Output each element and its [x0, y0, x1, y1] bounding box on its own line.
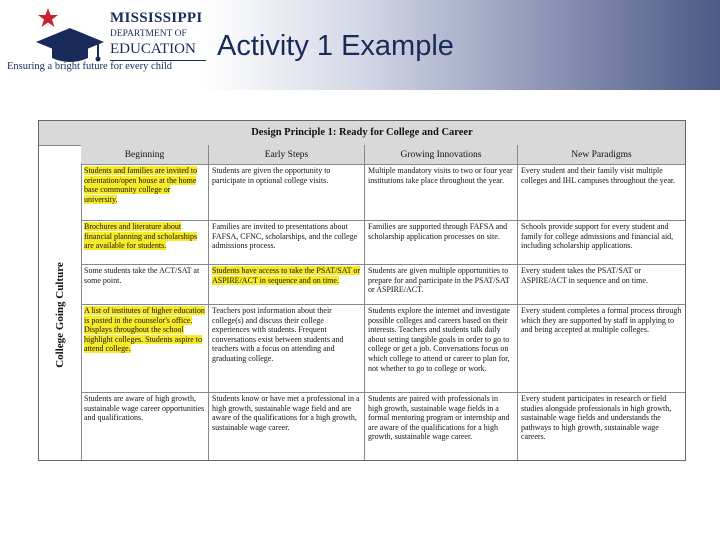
cell-text: Brochures and literature about financial planning and scholarships are available for students. [84, 222, 198, 251]
cell-text: Students explore the internet and investigate possible colleges and careers based on their interests. Teachers and students talk daily about setting tangible goals in order to go to college or get a job. Conversations focus on which college to attend or career to plan for, not whether to go to college or work. [368, 306, 510, 373]
table-cell [365, 265, 518, 305]
table-cell [518, 165, 685, 221]
rubric-side-label: College Going Culture [54, 262, 66, 368]
rubric-title: Design Principle 1: Ready for College and Career [39, 121, 685, 146]
logo-text-mississippi: MISSISSIPPI [110, 10, 203, 26]
logo-text-education: EDUCATION [110, 41, 196, 57]
table-cell [518, 221, 685, 265]
table-cell [365, 221, 518, 265]
table-cell [518, 393, 685, 460]
table-cell [209, 165, 365, 221]
table-cell [81, 265, 209, 305]
cell-text: Every student takes the PSAT/SAT or ASPIRE/ACT in sequence and on time. [521, 266, 648, 285]
cell-text: A list of institutes of higher education is posted in the counselor's office. Displays throughout the school highlight colleges. Students aspire to attend college. [84, 306, 205, 354]
cell-text: Families are supported through FAFSA and scholarship application processes on site. [368, 222, 508, 241]
table-cell [81, 221, 209, 265]
cell-text: Students know or have met a professional in a high growth, sustainable wage field and are aware of the qualifications for a high growth, sustainable wage career. [212, 394, 360, 432]
cell-text: Students are aware of high growth, sustainable wage career opportunities and qualifications. [84, 394, 205, 423]
cell-text: Some students take the ACT/SAT at some point. [84, 266, 200, 285]
rubric-side-column [39, 145, 82, 460]
logo-text-department: DEPARTMENT OF [110, 29, 187, 39]
table-cell [209, 305, 365, 393]
cell-text: Every student completes a formal process through which they are supported by staff in applying to and being accepted at multiple colleges. [521, 306, 682, 335]
column-header-new-paradigms: New Paradigms [518, 145, 685, 165]
cell-text: Students are given the opportunity to participate in optional college visits. [212, 166, 331, 185]
slide-header [0, 0, 720, 90]
table-cell [209, 393, 365, 460]
column-header-early-steps: Early Steps [209, 145, 365, 165]
cell-text: Teachers post information about their college(s) and discuss their college experiences with students. Frequent conversations exist between students and teachers with a focus on attending and graduating college. [212, 306, 344, 363]
table-cell [365, 393, 518, 460]
rubric-document [38, 120, 686, 461]
cell-text: Students are paired with professionals in high growth, sustainable wage fields in a formal mentoring program or internship and are aware of the qualifications for a high growth, sustainable wage career. [368, 394, 510, 442]
cell-text: Students are given multiple opportunities to prepare for and participate in the PSAT/SAT or ASPIRE/ACT. [368, 266, 510, 295]
cell-text: Every student participates in research or field studies alongside professionals in high growth, sustainable wage fields and understands the pathways to high growth, sustainable wage careers. [521, 394, 672, 442]
column-header-beginning: Beginning [81, 145, 209, 165]
slide-title: Activity 1 Example [217, 30, 454, 62]
table-cell [209, 221, 365, 265]
mde-logo [30, 6, 210, 86]
table-cell [81, 165, 209, 221]
table-cell [81, 305, 209, 393]
table-cell [81, 393, 209, 460]
table-cell [518, 305, 685, 393]
table-cell [518, 265, 685, 305]
cell-text: Every student and their family visit multiple colleges and IHL campuses throughout the year. [521, 166, 676, 185]
column-header-growing-innovations: Growing Innovations [365, 145, 518, 165]
table-cell [365, 305, 518, 393]
cell-text: Multiple mandatory visits to two or four year institutions take place throughout the year. [368, 166, 513, 185]
logo-tagline: Ensuring a bright future for every child [7, 61, 173, 72]
cell-text: Schools provide support for every student and family for college admissions and financial aid, including scholarship applications. [521, 222, 674, 251]
cell-text: Students have access to take the PSAT/SAT or ASPIRE/ACT in sequence and on time. [212, 266, 361, 285]
table-cell [209, 265, 365, 305]
cell-text: Families are invited to presentations about FAFSA, CFNC, scholarships, and the college admissions process. [212, 222, 358, 251]
table-cell [365, 165, 518, 221]
graduation-cap-star-icon [30, 6, 108, 64]
cell-text: Students and families are invited to orientation/open house at the home base community college or university. [84, 166, 198, 204]
